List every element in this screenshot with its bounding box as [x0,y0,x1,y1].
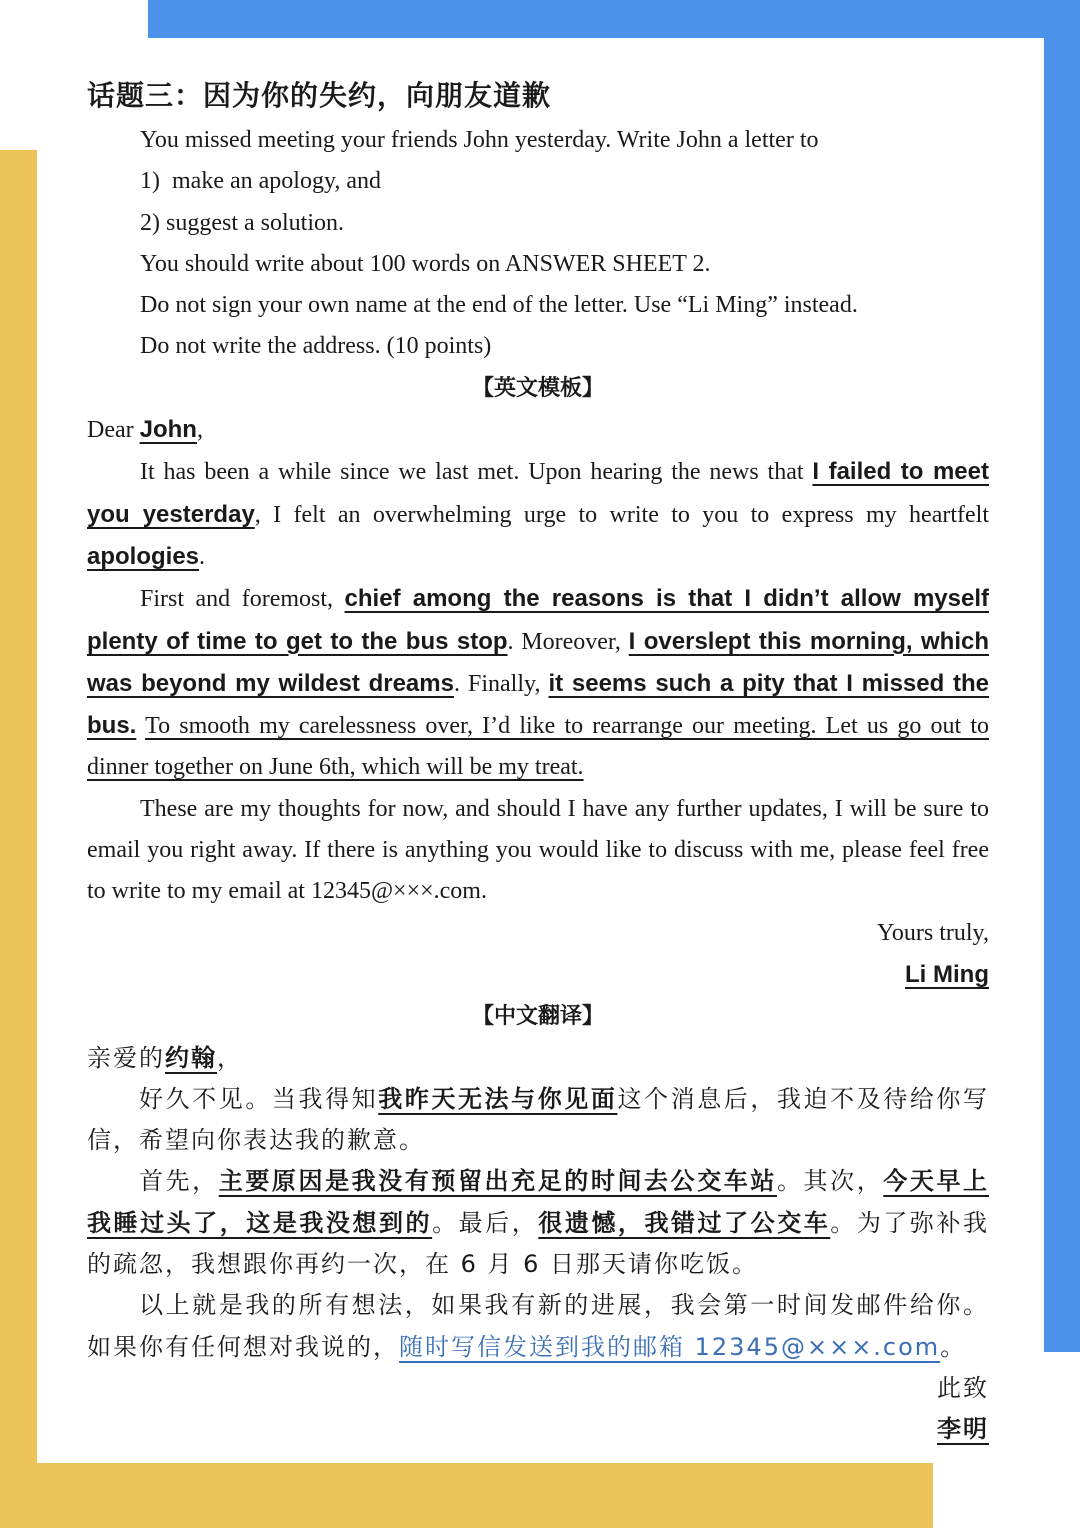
text-run: . Finally, [453,670,549,697]
key-phrase: chief among the reasons is that I didn’t allow myself plenty of time to get to the bus stop [87,585,989,655]
chinese-translation-heading: 【中文翻译】 [471,1004,604,1030]
key-phrase: it seems such a pity that I missed the bus. [87,669,990,740]
topic-title: 话题三：因为你的失约，向朋友道歉 [87,79,552,112]
key-phrase: apologies [87,542,200,570]
prompt-line: 2) suggest a solution. [140,209,344,236]
cn-paragraph-1 [87,1079,989,1162]
key-phrase: 主要原因是我没有预留出充足的时间去公交车站 [218,1167,777,1196]
key-phrase: 很遗憾，我错过了公交车 [538,1208,831,1237]
text-run: 。 [940,1332,967,1361]
text-run: 这个消息后，我迫不及待给你写信，希望向你表达我的歉意。 [87,1084,990,1155]
signature-name: Li Ming [905,960,989,988]
text-run: 。最后， [432,1208,539,1237]
english-template-heading: 【英文模板】 [471,375,604,401]
text-run: 。其次， [776,1167,884,1196]
salutation-suffix: ， [217,1043,243,1072]
salutation-prefix: Dear [87,417,140,444]
letter-salutation [87,409,989,451]
document-body [87,72,989,1451]
prompt-line: You missed meeting your friends John yesterday. Write John a letter to [140,127,819,153]
letter-paragraph-3: These are my thoughts for now, and should I have any further updates, I will be sure to email you right away. If there is anything you would like to discuss with me, please feel free to write to my email at 12345@×××.com. [87,795,989,905]
cn-closing: 此致 [937,1373,989,1402]
text-run: 首先， [139,1167,219,1196]
letter-closing: Yours truly, [876,919,989,946]
text-run: . [199,543,206,570]
text-run: 以上就是我的所有想法，如果我有新的进展，我会第一时间发邮件给你。如果你有任何想对我说的， [87,1291,989,1361]
salutation-name: John [139,416,197,444]
signature-name: 李明 [937,1415,989,1444]
letter-signature [87,954,989,996]
prompt-block [87,120,989,368]
text-run: It has been a while since we last met. Upon hearing the news that [140,459,813,486]
key-phrase: I overslept this morning, which was beyond my wildest dreams [87,627,989,697]
cn-signature [87,1409,989,1450]
decor-yellow-bottom-bar [0,1463,933,1528]
prompt-line: 1) make an apology, and [140,168,382,195]
decor-blue-top-bar [148,0,1080,38]
salutation-suffix: , [196,417,203,444]
email-link[interactable]: 随时写信发送到我的邮箱 12345@×××.com [399,1332,941,1361]
text-run: , I felt an overwhelming urge to write to you to express my heartfelt [254,501,990,528]
letter-paragraph-1 [87,451,989,578]
decor-blue-right-bar [1044,0,1080,1352]
prompt-line: You should write about 100 words on ANSWER SHEET 2. [140,250,711,277]
english-letter [87,409,989,996]
underlined-phrase: To smooth my carelessness over, I’d like to rearrange our meeting. Let us go out to dinner together on June 6th, which will be my treat. [87,713,989,781]
cn-salutation [87,1038,989,1079]
text-run [136,713,145,739]
letter-paragraph-2 [87,578,989,788]
decor-yellow-left-bar [0,150,37,1528]
text-run: . Moreover, [507,628,629,655]
salutation-name: 约翰 [165,1043,217,1072]
cn-paragraph-2 [87,1161,989,1285]
key-phrase: I failed to meet you yesterday [87,458,989,528]
salutation-prefix: 亲爱的 [87,1043,165,1072]
chinese-letter [87,1038,989,1451]
cn-paragraph-3 [87,1285,989,1368]
prompt-line: Do not sign your own name at the end of the letter. Use “Li Ming” instead. [140,292,858,319]
text-run: 。为了弥补我的疏忽，我想跟你再约一次，在 6 月 6 日那天请你吃饭。 [87,1208,990,1279]
text-run: 好久不见。当我得知 [139,1084,379,1113]
text-run: First and foremost, [140,586,345,613]
key-phrase: 我昨天无法与你见面 [378,1084,618,1113]
prompt-line: Do not write the address. (10 points) [140,333,492,360]
key-phrase: 今天早上我睡过头了，这是我没想到的 [87,1167,990,1237]
